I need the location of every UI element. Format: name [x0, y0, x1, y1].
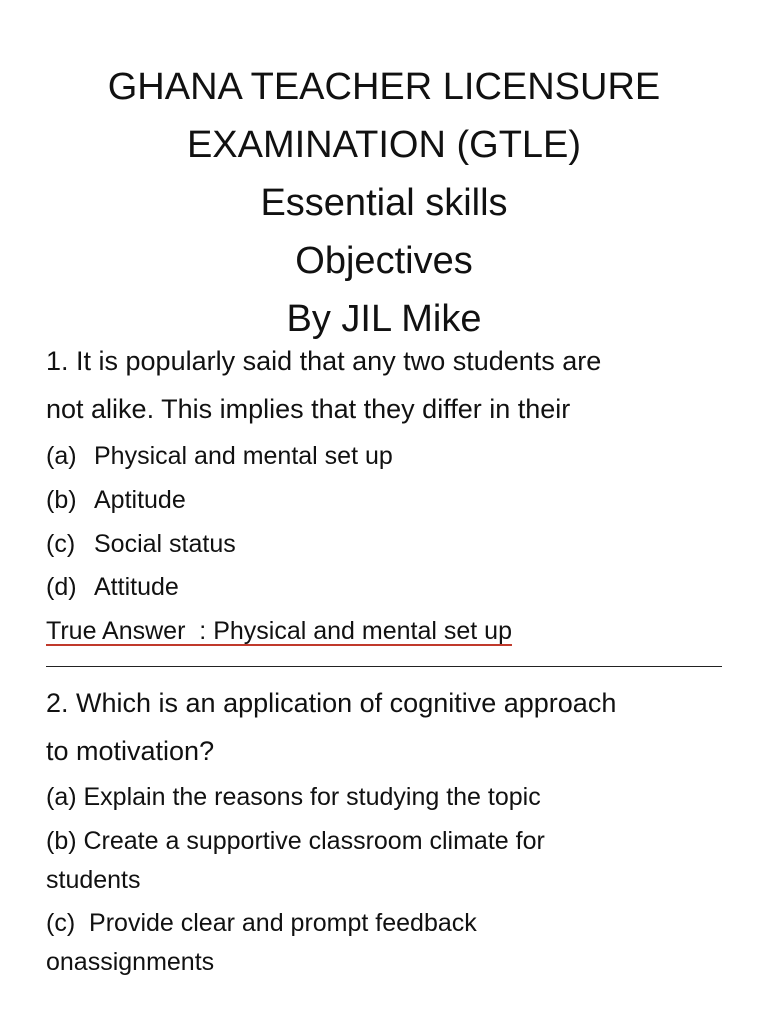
option-text: Physical and mental set up	[94, 442, 393, 470]
title-line-2: EXAMINATION (GTLE)	[186, 124, 582, 166]
question-1-option-d	[46, 573, 179, 602]
option-label: (a)	[46, 442, 77, 470]
question-2-text-line-2: to motivation?	[46, 736, 215, 766]
author-line: By JIL Mike	[286, 298, 482, 340]
option-label: (d)	[46, 573, 77, 601]
question-2-option-b-line-2: students	[46, 866, 141, 894]
title-block	[0, 58, 768, 348]
question-2-text-line-1: 2. Which is an application of cognitive approach	[46, 688, 617, 718]
question-divider	[46, 666, 722, 667]
question-1-text-line-1: 1. It is popularly said that any two students are	[46, 346, 602, 376]
question-1-option-c	[46, 530, 236, 559]
option-label: (b)	[46, 486, 77, 514]
title-line-1: GHANA TEACHER LICENSURE	[107, 66, 661, 108]
question-2-option-c-line-2: onassignments	[46, 948, 215, 976]
question-2-option-c-line-1: (c) Provide clear and prompt feedback	[46, 909, 477, 937]
question-2-option-b-line-1: (b) Create a supportive classroom climate for	[46, 827, 545, 855]
subtitle-objectives: Objectives	[295, 240, 473, 282]
option-text: Attitude	[94, 573, 179, 601]
question-1-option-a	[46, 442, 393, 471]
question-1-true-answer: True Answer : Physical and mental set up	[46, 617, 512, 645]
option-text: Aptitude	[94, 486, 186, 514]
question-1-option-b	[46, 486, 186, 515]
question-2-option-a: (a) Explain the reasons for studying the topic	[46, 783, 541, 811]
option-text: Social status	[94, 530, 236, 558]
option-label: (c)	[46, 530, 76, 558]
question-1-text-line-2: not alike. This implies that they differ in their	[46, 394, 571, 424]
subtitle-essential-skills: Essential skills	[260, 182, 508, 224]
